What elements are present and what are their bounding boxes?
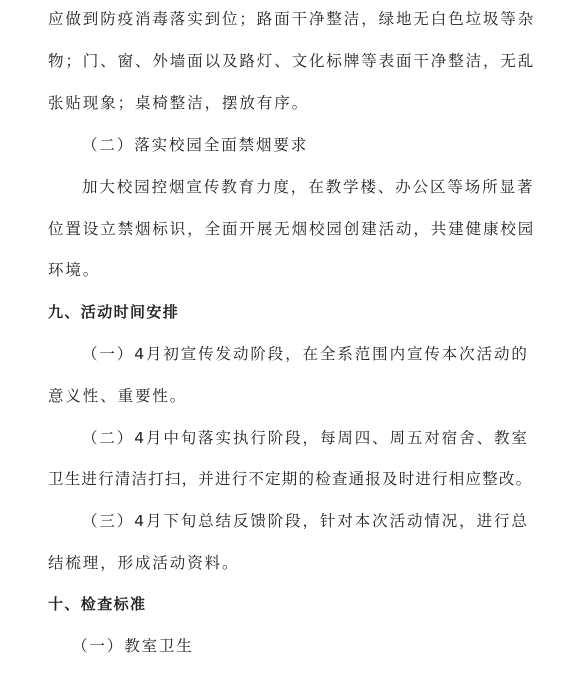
section-heading: 九、活动时间安排 <box>48 303 180 321</box>
paragraph-line: 张贴现象；桌椅整洁，摆放有序。 <box>48 94 310 112</box>
paragraph-line: 意义性、重要性。 <box>48 387 188 405</box>
section-heading: 十、检查标准 <box>48 595 147 613</box>
paragraph-line: 位置设立禁烟标识，全面开展无烟校园创建活动，共建健康校园 <box>48 220 536 238</box>
subsection-heading: （一）教室卫生 <box>72 637 194 655</box>
paragraph-line: 卫生进行清洁打扫，并进行不定期的检查通报及时进行相应整改。 <box>48 470 533 488</box>
paragraph-line: 结梳理，形成活动资料。 <box>48 554 240 572</box>
subsection-heading: （二）落实校园全面禁烟要求 <box>82 136 309 154</box>
paragraph-line: （三）4月下旬总结反馈阶段，针对本次活动情况，进行总 <box>82 512 529 530</box>
paragraph-line: （一）4月初宣传发动阶段，在全系范围内宣传本次活动的 <box>82 345 529 363</box>
paragraph-line: 物；门、窗、外墙面以及路灯、文化标牌等表面干净整洁，无乱 <box>48 52 536 70</box>
paragraph-line: 加大校园控烟宣传教育力度，在教学楼、办公区等场所显著 <box>82 178 535 196</box>
paragraph-line: （二）4月中旬落实执行阶段，每周四、周五对宿舍、教室 <box>82 429 529 447</box>
paragraph-line: 环境。 <box>48 261 101 279</box>
paragraph-line: 应做到防疫消毒落实到位；路面干净整洁，绿地无白色垃圾等杂 <box>48 10 536 28</box>
